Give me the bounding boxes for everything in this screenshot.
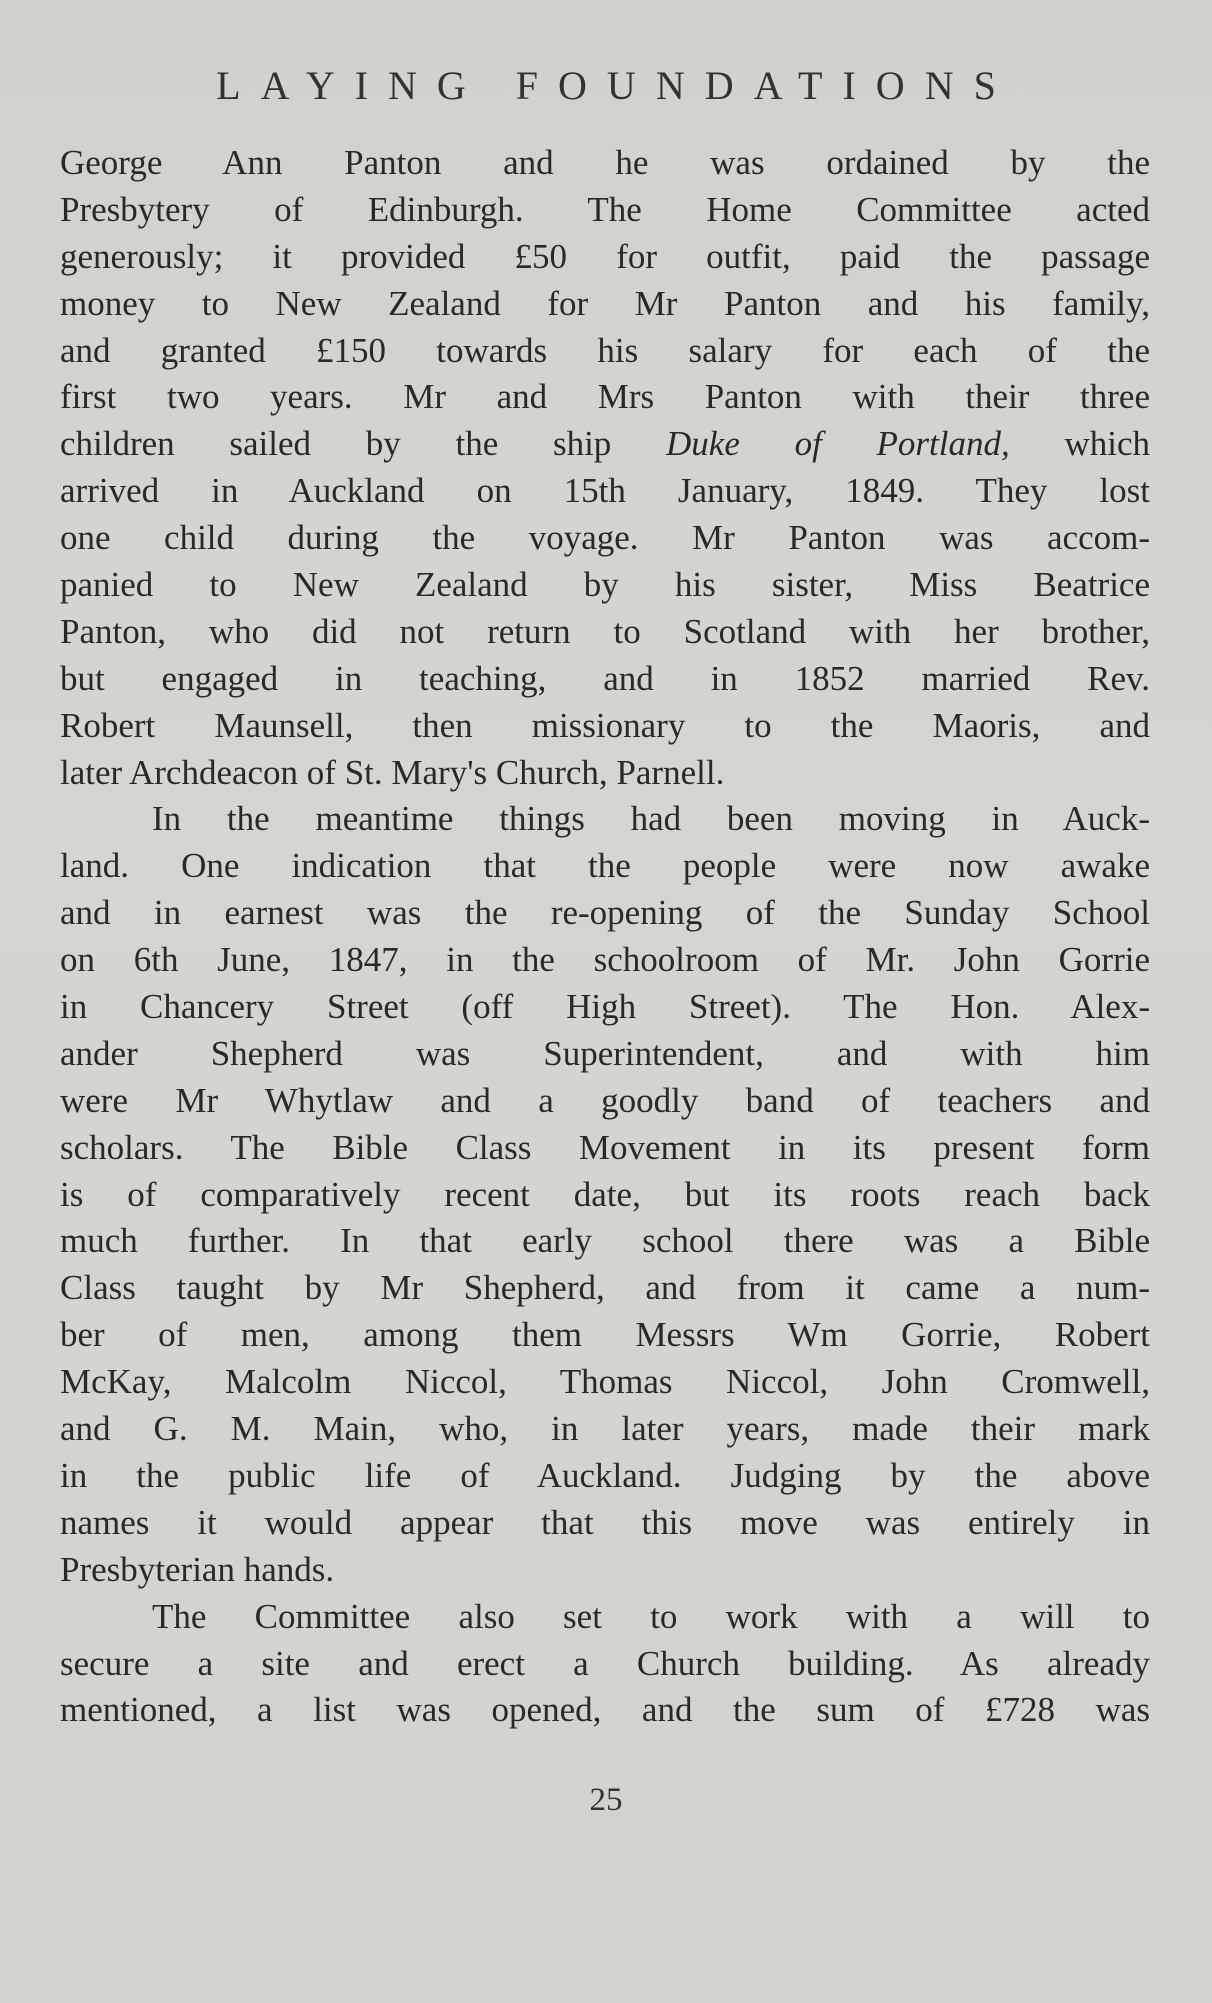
text-line: first two years. Mr and Mrs Panton with their three (60, 377, 1150, 417)
text-line: mentioned, a list was opened, and the sum of £728 was (60, 1690, 1150, 1730)
page-number: 25 (589, 1782, 623, 1818)
text-line: arrived in Auckland on 15th January, 1849. They lost (60, 471, 1150, 511)
text-line: George Ann Panton and he was ordained by the (60, 143, 1150, 182)
text-line: Robert Maunsell, then missionary to the Maoris, and (60, 705, 1150, 745)
text-line: one child during the voyage. Mr Panton was accom- (60, 518, 1150, 558)
text-line: and G. M. Main, who, in later years, made their mark (60, 1409, 1150, 1449)
text-line: panied to New Zealand by his sister, Miss Beatrice (60, 565, 1150, 605)
text-line: money to New Zealand for Mr Panton and his family, (60, 283, 1150, 323)
paragraph-2 (60, 796, 1150, 1593)
text-line: is of comparatively recent date, but its roots reach back (60, 1174, 1150, 1214)
text-line: secure a site and erect a Church building. As already (60, 1643, 1150, 1683)
text-line: The Committee also set to work with a will to (152, 1596, 1150, 1636)
text-line: Presbytery of Edinburgh. The Home Committee acted (60, 189, 1150, 229)
text-line: on 6th June, 1847, in the schoolroom of Mr. John Gorrie (60, 940, 1150, 980)
text-line: but engaged in teaching, and in 1852 married Rev. (60, 658, 1150, 698)
text-line: In the meantime things had been moving in Auck- (152, 799, 1150, 839)
text-line: in the public life of Auckland. Judging by the above (60, 1455, 1150, 1495)
text-line: names it would appear that this move was entirely in (60, 1502, 1150, 1542)
text-line (60, 421, 1150, 468)
text-line: scholars. The Bible Class Movement in its present form (60, 1127, 1150, 1167)
text-line: Panton, who did not return to Scotland with her brother, (60, 611, 1150, 651)
text-line: much further. In that early school there was a Bible (60, 1221, 1150, 1261)
text-line: generously; it provided £50 for outfit, paid the passage (60, 236, 1150, 276)
text-line: were Mr Whytlaw and a goodly band of teachers and (60, 1080, 1150, 1120)
text-line: and in earnest was the re-opening of the Sunday School (60, 893, 1150, 933)
text-run: children sailed by the ship (60, 424, 667, 464)
paragraph-1 (60, 140, 1150, 796)
text-run: which (1009, 424, 1150, 464)
text-line: in Chancery Street (off High Street). The Hon. Alex- (60, 987, 1150, 1027)
paragraph-3 (60, 1594, 1150, 1735)
text-line: ander Shepherd was Superintendent, and with him (60, 1033, 1150, 1073)
text-line: McKay, Malcolm Niccol, Thomas Niccol, John Cromwell, (60, 1362, 1150, 1402)
running-head: LAYING FOUNDATIONS (216, 63, 1016, 108)
text-line: and granted £150 towards his salary for each of the (60, 330, 1150, 370)
body-text (60, 140, 1150, 1734)
text-line: Class taught by Mr Shepherd, and from it came a num- (60, 1268, 1150, 1308)
text-line: land. One indication that the people were now awake (60, 846, 1150, 886)
ship-name: Duke of Portland, (666, 424, 1010, 464)
text-line: ber of men, among them Messrs Wm Gorrie, Robert (60, 1315, 1150, 1355)
text-line: later Archdeacon of St. Mary's Church, Parnell. (60, 752, 725, 792)
text-line: Presbyterian hands. (60, 1549, 335, 1589)
